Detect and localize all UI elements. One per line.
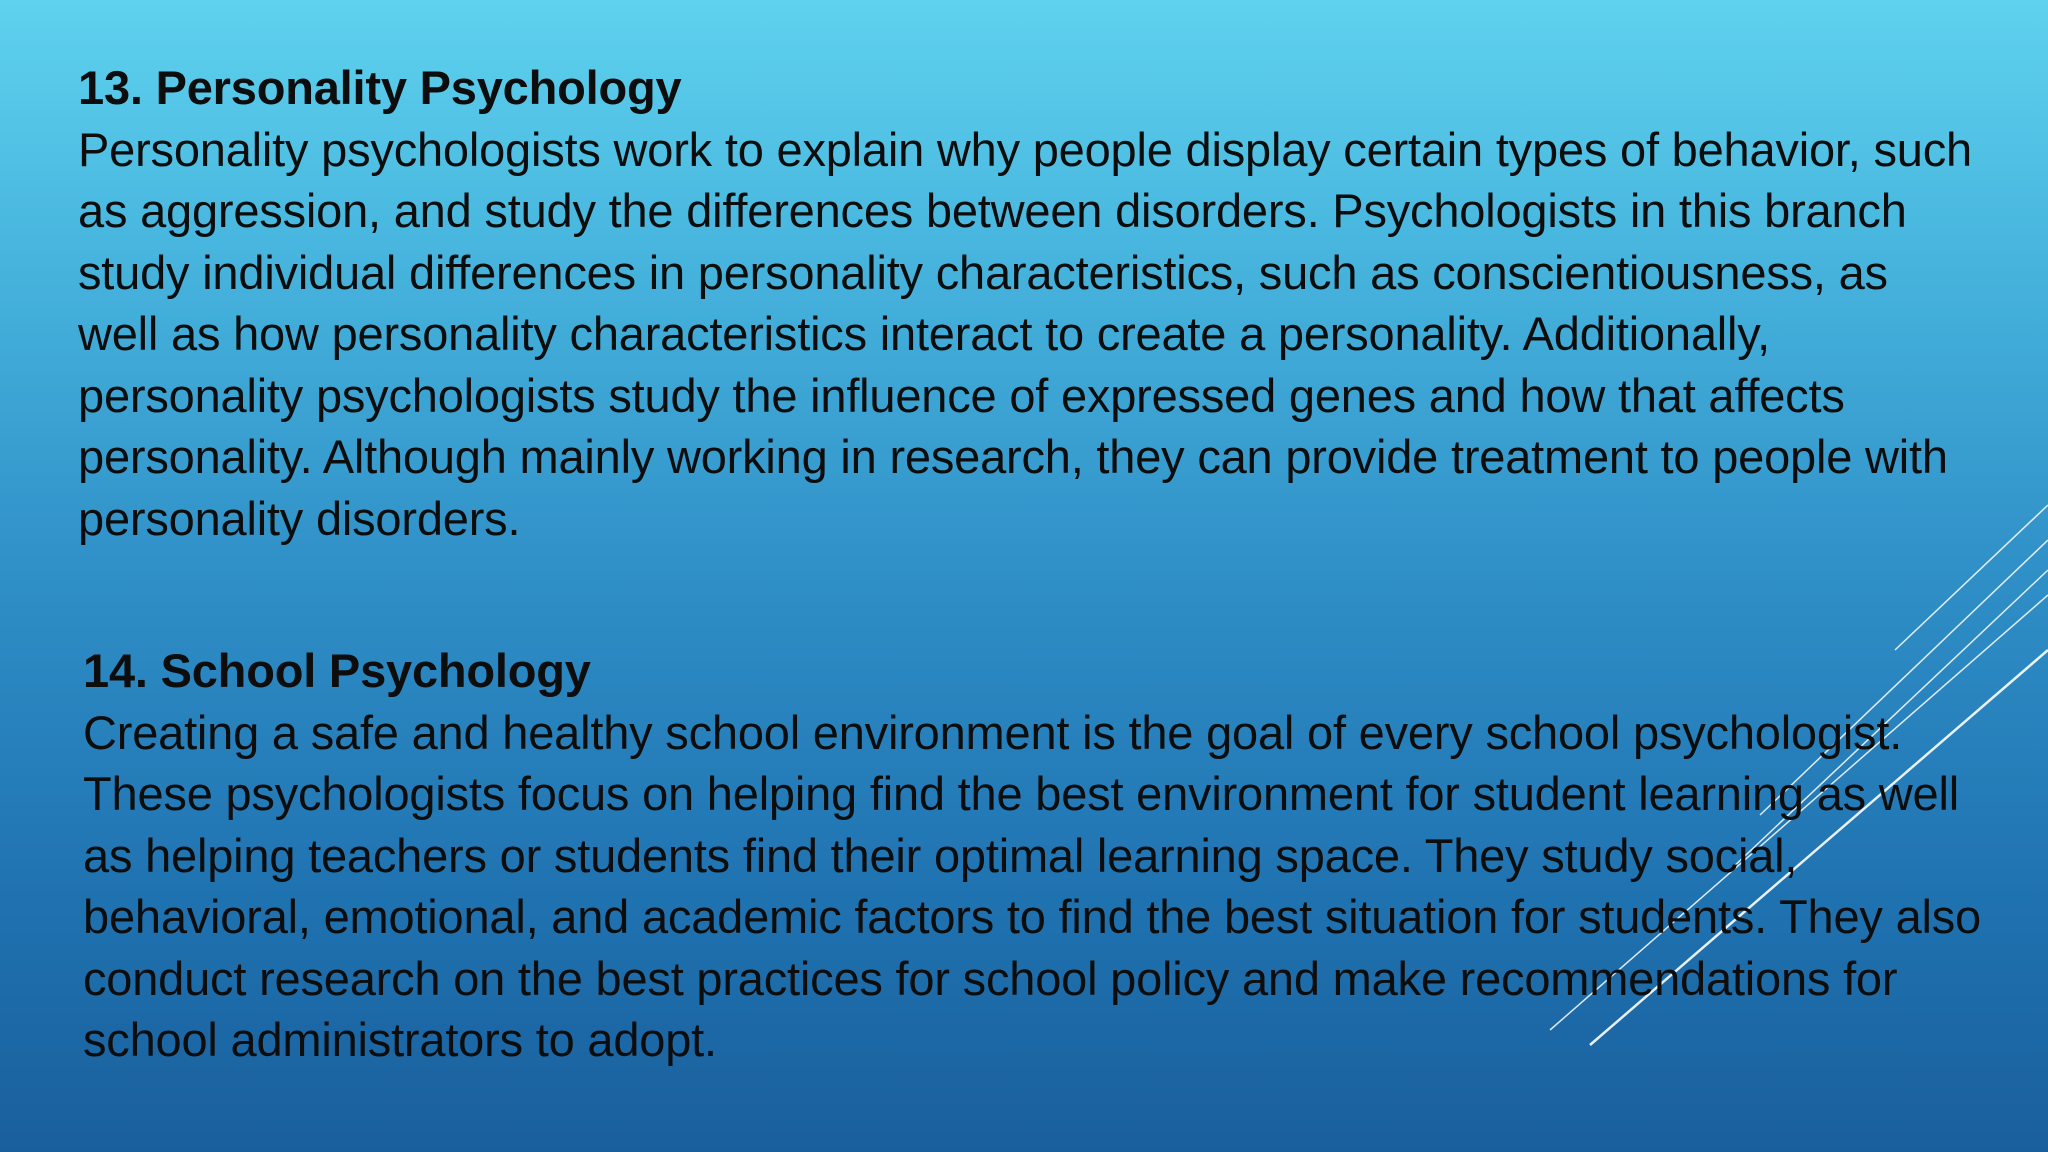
section-school-psychology [83,640,1983,1071]
section-heading: 14. School Psychology [83,644,591,697]
section-heading: 13. Personality Psychology [78,61,682,114]
section-personality-psychology [78,57,1978,549]
section-body: Personality psychologists work to explain why people display certain types of behavior, such as aggression, and study the differences between disorders. Psychologists in this branch study individual differences in personality characteristics, such as conscientiousness, as well as how personality characteristics interact to create a personality. Additionally, personality psychologists study the influence of expressed genes and how that affects personality. Although mainly working in research, they can provide treatment to people with personality disorders. [78,122,1972,545]
section-body: Creating a safe and healthy school environment is the goal of every school psychologist. These psychologists focus on helping find the best environment for student learning as well as helping teachers or students find their optimal learning space. They study social, behavioral, emotional, and academic factors to find the best situation for students. They also conduct research on the best practices for school policy and make recommendations for school administrators to adopt. [83,705,1981,1066]
